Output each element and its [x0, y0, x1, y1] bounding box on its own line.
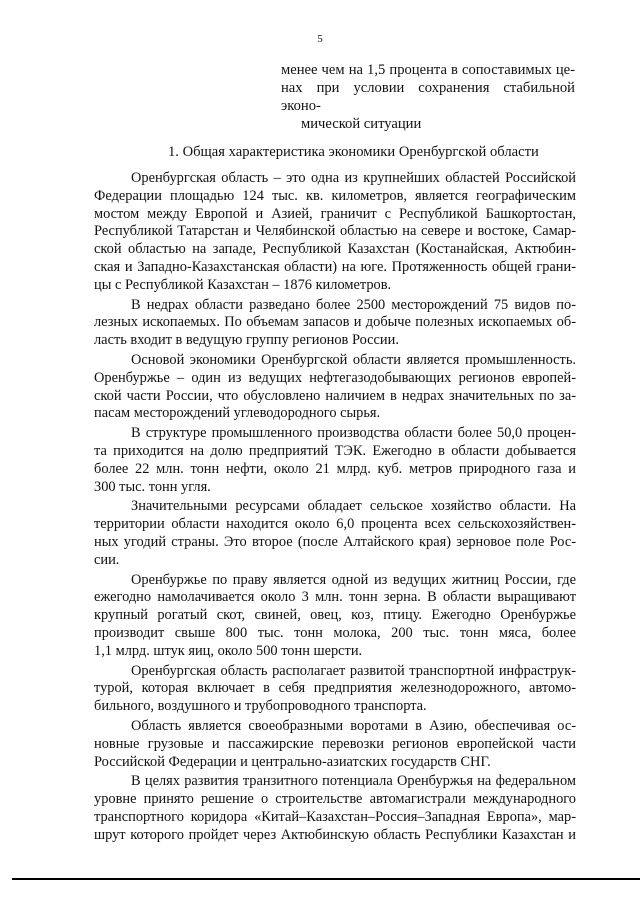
text-line: ных угодий страны. Это второе (после Алтайского края) зерновое поле Рос-: [94, 533, 576, 550]
text-line: Значительными ресурсами обладает сельское хозяйство области. На: [131, 498, 576, 515]
text-line: нах при условии сохранения стабильной эконо-: [281, 80, 575, 114]
section-heading: 1. Общая характеристика экономики Оренбургской области: [168, 144, 539, 160]
text-line: производит свыше 800 тыс. тонн молока, 200 тыс. тонн мяса, более: [94, 624, 576, 641]
body-text: [94, 170, 576, 846]
paragraph: [94, 773, 576, 844]
text-line: мостом между Европой и Азией, граничит с Республикой Башкортостан,: [94, 205, 576, 222]
paragraph: [94, 718, 576, 771]
text-line: В целях развития транзитного потенциала Оренбуржья на федеральном: [131, 773, 576, 790]
text-line: ской части России, что обусловлено наличием в недрах значительных по за-: [94, 387, 576, 404]
continued-text-fragment: [281, 61, 575, 133]
text-line: Область является своеобразными воротами в Азию, обеспечивая ос-: [131, 717, 576, 734]
footer-rule: [12, 878, 640, 880]
text-line: Оренбуржье – один из ведущих нефтегазодобывающих регионов европей-: [94, 369, 576, 386]
text-line: Российской Федерации и центрально-азиатских государств СНГ.: [94, 753, 491, 770]
text-line: сии.: [94, 551, 120, 568]
text-line: шрут которого пройдет через Актюбинскую область Республики Казахстан и: [94, 826, 576, 843]
text-line: более 22 млн. тонн нефти, около 21 млрд. куб. метров природного газа и: [94, 460, 576, 477]
text-line: ской областью на западе, Республикой Казахстан (Костанайская, Актюбин-: [94, 241, 576, 258]
text-line: цы с Республикой Казахстан – 1876 километров.: [94, 276, 392, 293]
text-line: новные грузовые и пассажирские перевозки регионов европейской части: [94, 735, 576, 752]
text-line: ласть входит в ведущую группу регионов России.: [94, 332, 399, 349]
text-line: лезных ископаемых. По объемам запасов и добыче полезных ископаемых об-: [94, 314, 576, 331]
text-line: В структуре промышленного производства области более 50,0 процен-: [131, 425, 576, 442]
paragraph: [94, 297, 576, 350]
paragraph: [94, 498, 576, 569]
paragraph: [94, 170, 576, 295]
page-number: 5: [317, 33, 323, 45]
text-line: Республикой Татарстан и Челябинской областью на севере и востоке, Самар-: [94, 223, 576, 240]
text-line: та приходится на долю предприятий ТЭК. Ежегодно в области добывается: [94, 442, 576, 459]
text-line: 1,1 млрд. штук яиц, около 500 тонн шерсти.: [94, 642, 363, 659]
paragraph: [94, 663, 576, 716]
text-line: крупный рогатый скот, свиней, овец, коз, птицу. Ежегодно Оренбуржье: [94, 607, 576, 624]
text-line: Федерации площадью 124 тыс. кв. километров, является географическим: [94, 187, 576, 204]
text-line: 300 тыс. тонн угля.: [94, 478, 211, 495]
text-line: Оренбургская область располагает развитой транспортной инфраструк-: [131, 662, 576, 679]
text-line: пасам месторождений углеводородного сырья.: [94, 405, 381, 422]
paragraph: [94, 352, 576, 423]
text-line: транспортного коридора «Китай–Казахстан–Россия–Западная Европа», мар-: [94, 808, 576, 825]
text-line: ежегодно намолачивается около 3 млн. тонн зерна. В области выращивают: [94, 589, 576, 606]
text-line: бильного, воздушного и трубопроводного транспорта.: [94, 698, 427, 715]
paragraph: [94, 572, 576, 661]
text-line: мической ситуации: [301, 116, 422, 132]
text-line: Оренбуржье по праву является одной из ведущих житниц России, где: [131, 571, 576, 588]
text-line: уровне принято решение о строительстве автомагистрали международного: [94, 791, 576, 808]
text-line: Основой экономики Оренбургской области является промышленность.: [131, 351, 576, 368]
text-line: турой, которая включает в себя предприятия железнодорожного, автомо-: [94, 680, 576, 697]
paragraph: [94, 425, 576, 496]
text-line: Оренбургская область – это одна из крупнейших областей Российской: [131, 170, 576, 186]
text-line: В недрах области разведано более 2500 месторождений 75 видов по-: [131, 296, 576, 313]
text-line: территории области находится около 6,0 процента всех сельскохозяйствен-: [94, 516, 576, 533]
text-line: ская и Западно-Казахстанская области) на юге. Протяженность общей грани-: [94, 258, 576, 275]
text-line: менее чем на 1,5 процента в сопоставимых це-: [281, 62, 575, 78]
